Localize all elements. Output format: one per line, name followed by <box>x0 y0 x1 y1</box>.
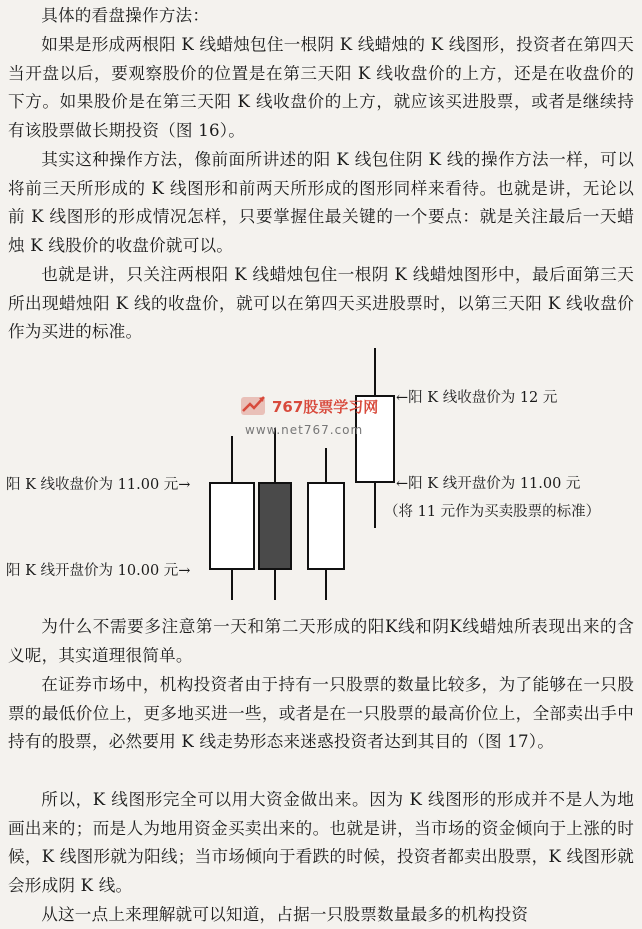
watermark-url: www.net767.com <box>245 423 364 437</box>
paragraph-7: 从这一点上来理解就可以知道，占据一只股票数量最多的机构投资 <box>41 905 529 924</box>
arrow-left-icon: ← <box>396 390 409 406</box>
left-close-label: 阳 K 线收盘价为 11.00 元→ <box>6 477 191 493</box>
section-heading: 具体的看盘操作方法： <box>41 6 210 25</box>
left-open-label: 阳 K 线开盘价为 10.00 元→ <box>6 563 191 579</box>
candle-3 <box>308 448 344 600</box>
candlestick-figure <box>0 338 642 608</box>
right-close-label: ←阳 K 线收盘价为 12 元 <box>396 390 558 406</box>
right-note-label: （将 11 元作为买卖股票的标准） <box>384 504 601 520</box>
paragraph-3: 也就是讲，只关注两根阳 K 线蜡烛包住一根阴 K 线蜡烛图形中，最后面第三天所出现蜡烛阳 K 线的收盘价，就可以在第四天买进股票时，以第三天阳 K 线收盘价作为买进的标准。 <box>8 265 634 342</box>
paragraph-2: 其实这种操作方法，像前面所讲述的阳 K 线包住阴 K 线的操作方法一样，可以将前三天所形成的 K 线图形和前两天所形成的图形同样来看待。也就是讲，无论以前 K 线图形的形成情况怎样，只要掌握住最关键的一个要点：就是关注最后一天蜡烛 K 线股价的收盘价就可以。 <box>8 150 634 255</box>
paragraph-6: 所以，K 线图形完全可以用大资金做出来。因为 K 线图形的形成并不是人为地画出来的；而是人为地用资金买卖出来的。也就是讲，当市场的资金倾向于上涨的时候，K 线图形就为阳线；当市场倾向于看跌的时候，投资者都卖出股票，K 线图形就会形成阴 K 线。 <box>8 790 634 895</box>
candle-1 <box>210 436 254 600</box>
trend-logo-icon <box>240 393 270 417</box>
right-open-label: ←阳 K 线开盘价为 11.00 元 <box>396 476 581 492</box>
candle-2 <box>259 428 291 600</box>
watermark-brand: 767股票学习网 <box>272 398 379 416</box>
arrow-left-icon: ← <box>396 476 409 492</box>
arrow-right-icon: → <box>178 477 191 493</box>
paragraph-4: 为什么不需要多注意第一天和第二天形成的阳K线和阴K线蜡烛所表现出来的含义呢，其实道理很简单。 <box>8 617 634 665</box>
paragraph-5: 在证券市场中，机构投资者由于持有一只股票的数量比较多，为了能够在一只股票的最低价位上，更多地买进一些，或者是在一只股票的最高价位上，全部卖出手中持有的股票，必然要用 K 线走势形态来迷惑投资者达到其目的（图 17）。 <box>8 675 634 752</box>
arrow-right-icon: → <box>178 563 191 579</box>
paragraph-1: 如果是形成两根阳 K 线蜡烛包住一根阴 K 线蜡烛的 K 线图形，投资者在第四天当开盘以后，要观察股价的位置是在第三天阳 K 线收盘价的上方，还是在收盘价的下方。如果股价是在第三天阳 K 线收盘价的上方，就应该买进股票，或者是继续持有该股票做长期投资（图 16）。 <box>8 35 634 140</box>
